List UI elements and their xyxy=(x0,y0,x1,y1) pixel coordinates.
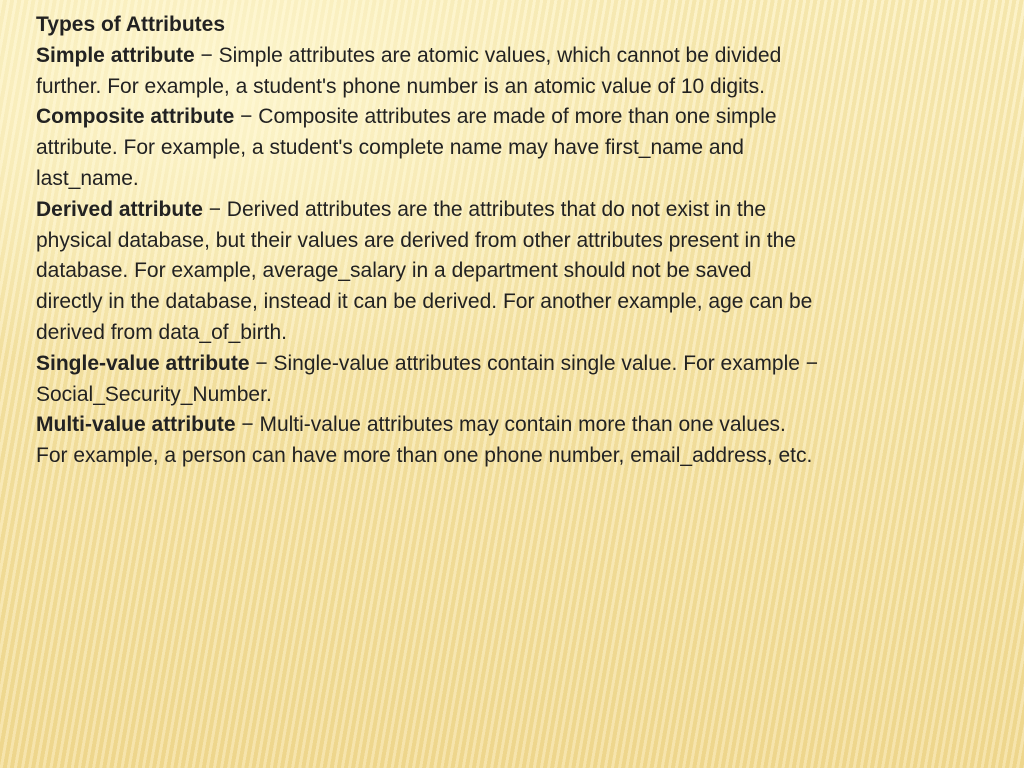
definition-line: physical database, but their values are derived from other attributes present in the xyxy=(36,228,796,252)
definition-line: last_name. xyxy=(36,166,139,190)
definition-line: − Derived attributes are the attributes that do not exist in the xyxy=(202,197,767,221)
section-simple-attribute xyxy=(36,41,916,103)
slide-title: Types of Attributes xyxy=(36,13,226,36)
term-derived-attribute: Derived attribute xyxy=(36,197,203,221)
definition-line: further. For example, a student's phone number is an atomic value of 10 digits. xyxy=(36,74,765,98)
definition-line: derived from data_of_birth. xyxy=(36,320,287,344)
section-derived-attribute xyxy=(36,195,916,349)
section-multi-value-attribute xyxy=(36,410,916,472)
definition-line: − Single-value attributes contain single value. For example − xyxy=(249,351,819,375)
term-single-value-attribute: Single-value attribute xyxy=(36,351,250,375)
definition-line: directly in the database, instead it can be derived. For another example, age can be xyxy=(36,290,813,314)
definition-line: − Simple attributes are atomic values, which cannot be divided xyxy=(194,43,782,67)
section-single-value-attribute xyxy=(36,349,916,411)
definition-line: Social_Security_Number. xyxy=(36,382,272,406)
definition-line: − Composite attributes are made of more than one simple xyxy=(234,105,777,129)
term-simple-attribute: Simple attribute xyxy=(36,43,195,67)
term-multi-value-attribute: Multi-value attribute xyxy=(36,413,236,437)
term-composite-attribute: Composite attribute xyxy=(36,105,235,129)
definition-line: For example, a person can have more than one phone number, email_address, etc. xyxy=(36,444,813,468)
definition-line: database. For example, average_salary in a department should not be saved xyxy=(36,259,752,283)
section-composite-attribute xyxy=(36,102,916,194)
definition-line: − Multi-value attributes may contain more than one values. xyxy=(235,413,786,437)
definition-line: attribute. For example, a student's complete name may have first_name and xyxy=(36,136,744,160)
slide-content xyxy=(36,10,916,472)
